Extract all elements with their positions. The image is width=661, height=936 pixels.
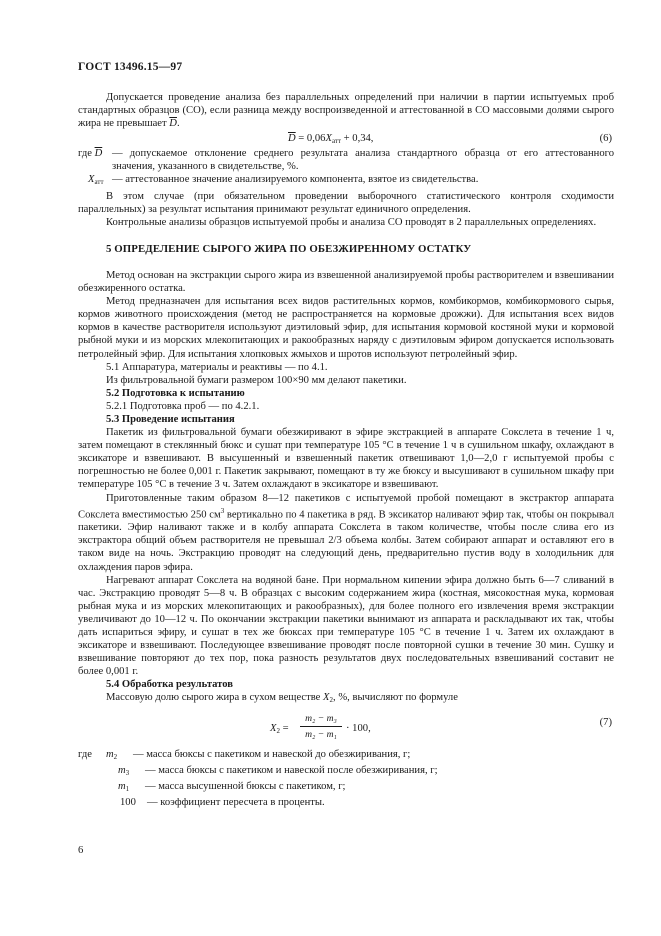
formula-7: $X_2$ = $\frac{\text{m₂ − m₃}}{\text{m₂ − m₁}}$ · 100, (7) — [270, 712, 612, 740]
paragraph: Из фильтровальной бумаги размером 100×90 мм делают пакетики. — [106, 374, 407, 386]
fraction-numerator: m₂ − m₃ — [300, 712, 342, 727]
subsection-heading: 5.4 Обработка результатов — [106, 679, 233, 691]
subsection-heading: 5.2 Подготовка к испытанию — [106, 387, 245, 399]
variable-definition: 100 — коэффициент пересчета в проценты. — [120, 796, 325, 808]
subsection-line: 5.1 Аппаратура, материалы и реактивы — по 4.1. — [106, 361, 328, 373]
paragraph: Контрольные анализы образцов испытуемой пробы и анализа СО проводят в 2 параллельных определениях. — [106, 216, 597, 228]
formula-6: $\overline{D} = 0,06X_{атт} + 0,34$, (6) — [288, 133, 612, 146]
paragraph: Массовую долю сырого жира в сухом веществе $X_2$, %, вычисляют по формуле — [106, 692, 458, 705]
paragraph: Метод основан на экстракции сырого жира из взвешенной анализируемой пробы растворителем и взвешивании обезжиренного остатка. — [78, 269, 614, 295]
formula-number: (7) — [599, 716, 612, 728]
paragraph: Пакетик из фильтровальной бумаги обезжиривают в эфире экстракцией в аппарате Сокслета в течение 1 ч, затем помещают в стеклянный бюкс и сушат при температуре 105 °С в течение 1 ч в сушильном шкафу, охлаждают в эксикаторе и взвешивают. В высушенный и взвешенный пакетик отвешивают 1,0—2,0 г испытуемой пробы с погрешностью не более 0,001 г. Пакетик закрывают, помещают в ту же бюксу и высушивают в сушильном шкафу при температуре 105 °С в течение 3 ч. Затем охлаждают в эксикаторе и взвешивают. — [78, 427, 614, 491]
fraction — [300, 712, 342, 741]
section-title: 5 ОПРЕДЕЛЕНИЕ СЫРОГО ЖИРА ПО ОБЕЗЖИРЕННОМУ ОСТАТКУ — [106, 242, 472, 255]
subsection-line: 5.2.1 Подготовка проб — по 4.2.1. — [106, 400, 260, 412]
paragraph: Метод предназначен для испытания всех видов растительных кормов, комбикормов, комбикормового сырья, кормов животного происхождения (метод не распространяется на кормовые дрожжи). Для испытания всех видов кормов в качестве растворителя используют диэтиловый эфир, для испытания кормовой костяной муки и кормовой рыбной муки и из морских млекопитающих и ракообразных наряду с диэтиловым эфиром допускается использовать петролейный эфир. Для испытания хлопковых жмыхов и шротов используют петролейный эфир. — [78, 296, 614, 360]
d-symbol: $\overline{D}$ — [169, 118, 177, 130]
document-header: ГОСТ 13496.15—97 — [78, 61, 183, 73]
document-body — [78, 91, 614, 809]
variable-definition: $m_3$ — масса бюксы с пакетиком и навеской после обезжиривания, г; — [118, 764, 438, 777]
paragraph: Приготовленные таким образом 8—12 пакетиков с испытуемой пробой помещают в экстрактор аппарата Сокслета вместимостью 250 $см^3$ вертикально по 4 пакетика в ряд. В эксикатор наливают эфир так, чтобы он покрывал пакетики. Эфир наливают также и в колбу аппарата Сокслета в таком количестве, чтобы после слива его из экстрактора общий объем растворителя не превышал 2/3 объема колбы. Затем собирают аппарат и оставляют его в таком виде на ночь. Экстракцию проводят на следующий день, предварительно пустив воду в холодильник для охлаждения паров эфира. — [78, 492, 614, 573]
definition-item: $X_{атт}$ — аттестованное значение анализируемого компонента, взятое из свидетельства. — [88, 174, 479, 187]
definition-item: где $\overline{D}$ — допускаемое отклонение среднего результата анализа стандартного образца от его аттестованного значения, указанного в свидетельстве, %. — [78, 148, 614, 173]
variable-definition: где $m_2$ — масса бюксы с пакетиком и навеской до обезжиривания, г; — [78, 748, 411, 761]
fraction-denominator: m₂ − m₁ — [305, 728, 337, 740]
variable-definition: $m_1$ — масса высушенной бюксы с пакетиком, г; — [118, 780, 346, 793]
page-number: 6 — [78, 845, 84, 856]
intro-paragraph: Допускается проведение анализа без параллельных определений при наличии в партии испытуемых проб стандартных образцов (СО), если разница между воспроизведенной и аттестованной в СО массовыми долями сырого жира не превышает $\overline{D}$. — [78, 92, 614, 130]
formula-number: (6) — [599, 133, 612, 145]
paragraph: В этом случае (при обязательном проведении выборочного статистического контроля сходимости параллельных) за результат испытания принимают результат единичного определения. — [78, 190, 614, 215]
subsection-heading: 5.3 Проведение испытания — [106, 413, 235, 425]
paragraph: Нагревают аппарат Сокслета на водяной бане. При нормальном кипении эфира должно быть 6—7 сливаний в час. Экстракцию проводят 5—8 ч. В образцах с высоким содержанием жира (костная, мясокостная мука, кормовая рыбная мука и из морских млекопитающих и ракообразных), для более полного его извлечения время экстракции увеличивают до 10—12 ч. По окончании экстракции пакетики вынимают из аппарата и раскладывают их так, чтобы дать испариться эфиру, и сушат в тех же бюксах при температуре 105 °С в течение 1 ч. Затем их охлаждают в эксикаторе и взвешивают. Последующее взвешивание проводят после повторной сушки в течение 30 мин. Сушку и взвешивание повторяют до тех пор, пока разность результатов двух последовательных взвешиваний составит не более 0,001 г. — [78, 574, 614, 678]
